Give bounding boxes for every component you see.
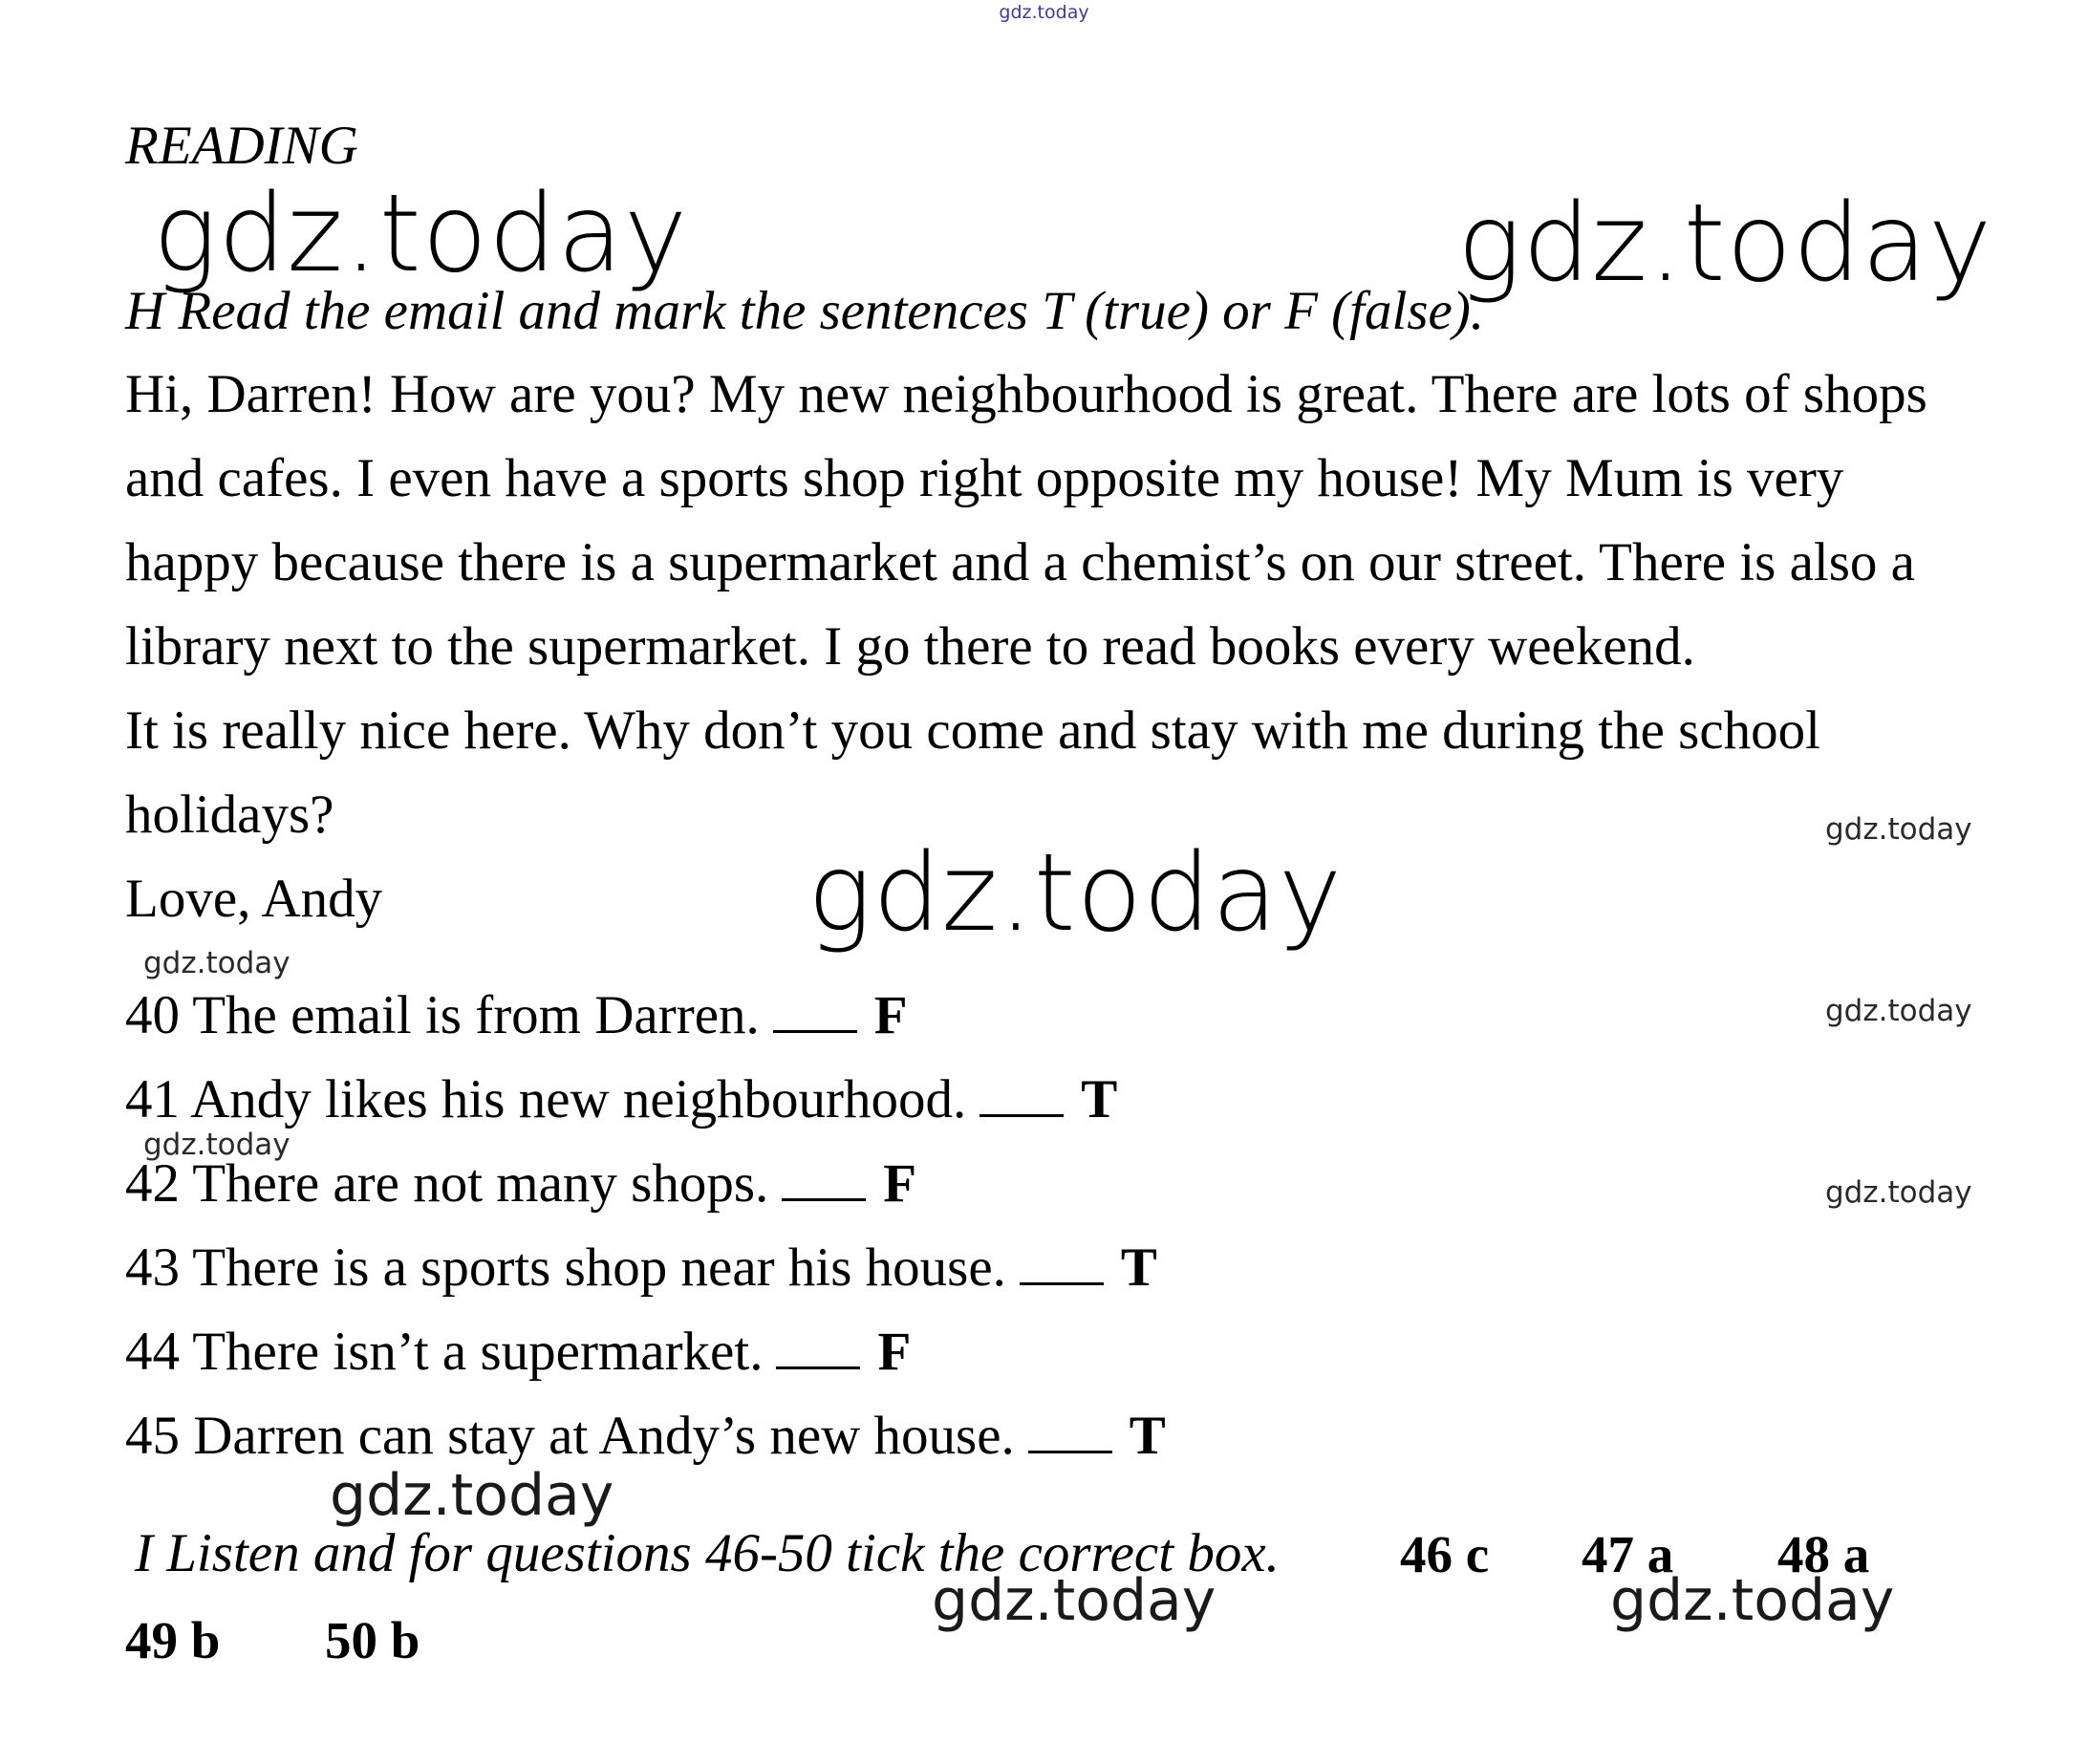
listening-answer-49: 49 b [125, 1611, 221, 1669]
answer-blank [773, 994, 857, 1033]
listening-answer-50: 50 b [325, 1611, 420, 1669]
watermark-small-right-2: gdz.today [1825, 994, 1972, 1028]
email-line-6: holidays? [125, 785, 334, 845]
question-text: 40 The email is from Darren. [125, 985, 760, 1045]
question-text: 42 There are not many shops. [125, 1153, 769, 1214]
question-40 [125, 984, 908, 1046]
question-answer: T [1129, 1406, 1166, 1466]
answer-blank [782, 1162, 866, 1201]
question-text: 41 Andy likes his new neighbourhood. [125, 1069, 967, 1129]
question-answer: T [1081, 1069, 1118, 1129]
task-i-instruction: I Listen and for questions 46-50 tick the correct box. [135, 1523, 1280, 1583]
watermark-small-right-3: gdz.today [1825, 1175, 1972, 1210]
watermark-small-right-1: gdz.today [1825, 812, 1972, 847]
watermark-medium-3: gdz.today [1610, 1567, 1895, 1634]
question-43 [125, 1237, 1157, 1299]
watermark-medium-1: gdz.today [330, 1462, 614, 1529]
answer-blank [776, 1330, 860, 1369]
question-text: 45 Darren can stay at Andy’s new house. [125, 1406, 1015, 1466]
task-h-instruction: H Read the email and mark the sentences T (true) or F (false). [125, 281, 1485, 341]
email-line-4: library next to the supermarket. I go there to read books every weekend. [125, 616, 1695, 677]
question-41 [125, 1068, 1117, 1130]
watermark-small-left-1: gdz.today [143, 946, 291, 980]
section-title: READING [125, 116, 358, 176]
question-44 [125, 1321, 911, 1383]
email-signature: Love, Andy [125, 869, 383, 929]
email-line-3: happy because there is a supermarket and a chemist’s on our street. There is also a [125, 532, 1915, 592]
question-answer: F [877, 1322, 912, 1382]
email-line-2: and cafes. I even have a sports shop right opposite my house! My Mum is very [125, 448, 1844, 508]
watermark-large-right: gdz.today [1457, 182, 1993, 306]
question-text: 44 There isn’t a supermarket. [125, 1322, 764, 1382]
top-watermark: gdz.today [999, 2, 1089, 23]
watermark-small-left-2: gdz.today [143, 1128, 291, 1162]
listening-answer-48: 48 a [1777, 1525, 1870, 1583]
question-answer: F [883, 1153, 917, 1214]
email-line-5: It is really nice here. Why don’t you come and stay with me during the school [125, 700, 1820, 761]
question-42 [125, 1152, 916, 1215]
answer-blank [979, 1078, 1064, 1117]
watermark-large-center: gdz.today [807, 831, 1344, 956]
question-45 [125, 1405, 1166, 1467]
question-answer: T [1120, 1237, 1157, 1298]
answer-blank [1020, 1246, 1104, 1285]
watermark-large-left: gdz.today [153, 172, 689, 296]
watermark-medium-2: gdz.today [932, 1567, 1216, 1634]
email-line-1: Hi, Darren! How are you? My new neighbourhood is great. There are lots of shops [125, 364, 1927, 424]
listening-answer-46: 46 c [1400, 1525, 1490, 1583]
listening-answer-47: 47 a [1582, 1525, 1674, 1583]
answer-blank [1028, 1414, 1112, 1453]
question-text: 43 There is a sports shop near his house. [125, 1237, 1006, 1298]
question-answer: F [873, 985, 908, 1045]
